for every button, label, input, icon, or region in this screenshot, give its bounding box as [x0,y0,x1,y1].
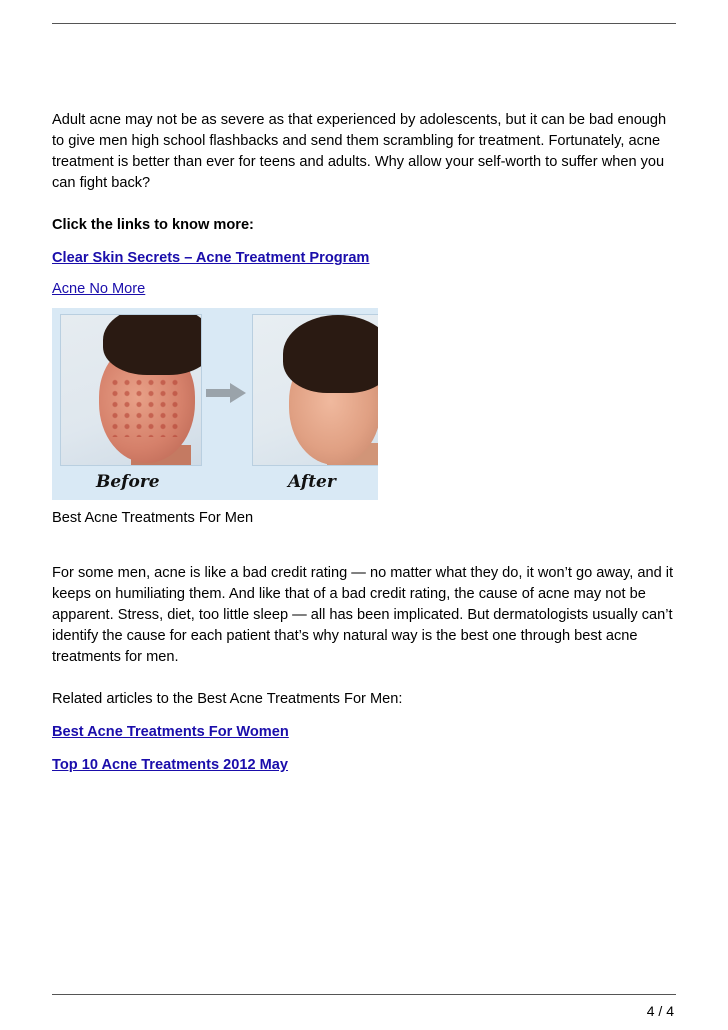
acne-no-more-link[interactable]: Acne No More [52,281,146,297]
link-row-acne-no-more [52,279,682,300]
link-row-women [52,722,682,743]
intro-paragraph: Adult acne may not be as severe as that experienced by adolescents, but it can be bad enough to give men high school flashbacks and send them scrambling for treatment. Fortunately, acne treatment is better than ever for teens and adults. Why allow your self-worth to suffer when you can fight back? [52,112,667,191]
links-heading: Click the links to know more: [52,217,254,233]
header-rule [52,23,676,24]
before-photo [60,314,202,466]
document-body [52,110,682,776]
arrow-right-icon [206,383,246,403]
after-photo [252,314,378,466]
page-number: 4 / 4 [646,1003,674,1019]
footer-rule [52,994,676,995]
best-acne-women-link[interactable]: Best Acne Treatments For Women [52,724,289,740]
body-paragraph: For some men, acne is like a bad credit rating — no matter what they do, it won’t go away, and it keeps on humiliating them. And like that of a bad credit rating, the cause of acne may not be apparent. Stress, diet, too little sleep — all has been implicated. But dermatologists usually can’t identify the cause for each patient that’s why natural way is the best one through best acne treatments for men. [52,565,674,665]
link-row-top10 [52,755,682,776]
after-label: After [288,472,336,492]
before-after-image [52,308,378,500]
clear-skin-secrets-link[interactable]: Clear Skin Secrets – Acne Treatment Program [52,250,370,266]
image-caption: Best Acne Treatments For Men [52,510,254,526]
link-row-clear-skin [52,248,682,269]
before-label: Before [96,472,160,492]
related-heading: Related articles to the Best Acne Treatments For Men: [52,691,403,707]
top-10-acne-link[interactable]: Top 10 Acne Treatments 2012 May [52,757,289,773]
